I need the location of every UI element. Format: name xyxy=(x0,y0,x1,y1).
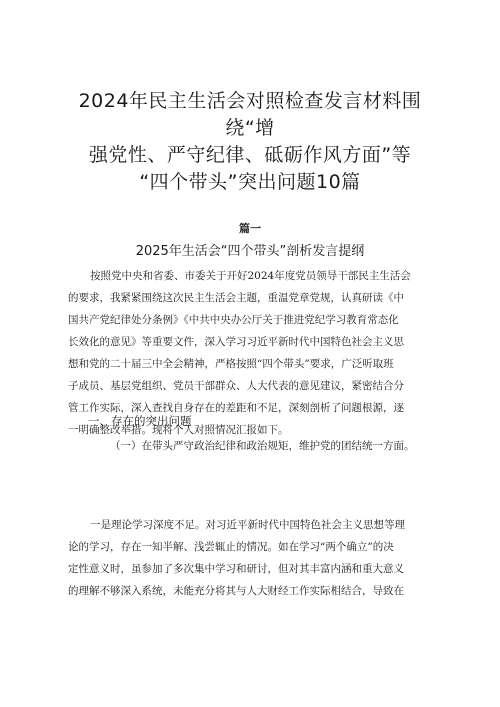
body-line: 的理解不够深入系统，未能充分将其与人大财经工作实际相结合，导致在 xyxy=(68,585,404,597)
document-title xyxy=(60,88,440,196)
section-heading-1: 一、存在的突出问题 xyxy=(88,414,192,428)
section-heading-2: （一）在带头严守政治纪律和政治规矩，维护党的团结统一方面。 xyxy=(110,440,415,452)
title-line: 强党性、严守纪律、砥砺作风方面”等 xyxy=(88,144,412,166)
body-paragraph xyxy=(68,514,440,602)
intro-line: 想和党的二十届三中全会精神，严格按照“四个带头”要求，广泛听取班 xyxy=(68,358,394,370)
section-label: 篇一 xyxy=(239,222,261,235)
intro-line: 一明确整改举措。现将个人对照情况汇报如下。 xyxy=(68,424,289,436)
body-line: 定性意义时，虽参加了多次集中学习和研讨，但对其丰富内涵和重大意义 xyxy=(68,563,404,575)
sub-title: 2025年生活会“四个带头”剖析发言提纲 xyxy=(135,244,365,259)
body-line: 一是理论学习深度不足。对习近平新时代中国特色社会主义思想等理 xyxy=(90,519,405,531)
body-line: 论的学习，存在一知半解、浅尝辄止的情况。如在学习“两个确立”的决 xyxy=(68,541,394,553)
title-line: 2024年民主生活会对照检查发言材料围绕“增 xyxy=(78,90,422,139)
intro-line: 的要求，我紧紧围绕这次民主生活会主题，重温党章党规，认真研读《中 xyxy=(68,292,404,304)
intro-line: 国共产党纪律处分条例》《中共中央办公厅关于推进党纪学习教育常态化 xyxy=(68,314,399,326)
intro-line: 管工作实际，深入查找自身存在的差距和不足，深刻剖析了问题根源，逐 xyxy=(68,402,404,414)
intro-line: 长效化的意见》等重要文件，深入学习习近平新时代中国特色社会主义思 xyxy=(68,336,404,348)
title-line: “四个带头”突出问题10篇 xyxy=(139,171,361,193)
intro-line: 按照党中央和省委、市委关于开好2024年度党员领导干部民主生活会 xyxy=(90,270,411,282)
intro-line: 子成员、基层党组织、党员干部群众、人大代表的意见建议，紧密结合分 xyxy=(68,380,404,392)
